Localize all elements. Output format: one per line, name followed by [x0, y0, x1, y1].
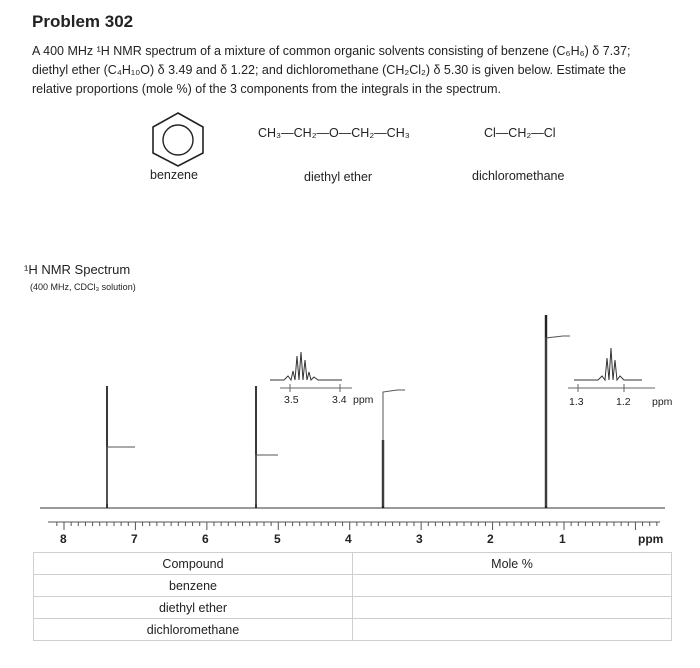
- ether-ch3-integral: [546, 336, 570, 506]
- description-line: diethyl ether (C₄H₁₀O) δ 3.49 and δ 1.22; and dichloromethane (CH₂Cl₂) δ 5.30 is given below. Estimate the: [32, 63, 626, 77]
- table-cell-mole-percent[interactable]: [353, 575, 672, 597]
- diethyl-ether-label: diethyl ether: [304, 170, 373, 184]
- x-tick-label: 2: [487, 532, 494, 546]
- dichloromethane-formula: Cl—CH₂—Cl: [484, 126, 556, 140]
- x-tick-label: 1: [559, 532, 566, 546]
- inset-triplet-multiplet: [568, 348, 655, 392]
- table-row: [34, 575, 672, 597]
- table-header-row: [34, 553, 672, 575]
- table-cell-compound: benzene: [34, 575, 353, 597]
- x-tick-label: 3: [416, 532, 423, 546]
- inset-left-tick-label: 3.5: [284, 394, 299, 406]
- inset-right-tick-label: 1.2: [616, 396, 631, 408]
- inset-left-unit: ppm: [353, 394, 374, 406]
- x-tick-label: 6: [202, 532, 209, 546]
- description-line: A 400 MHz ¹H NMR spectrum of a mixture of common organic solvents consisting of benzene (C₆H₆) δ 7.37;: [32, 44, 631, 58]
- benzene-integral: [107, 447, 135, 504]
- benzene-label: benzene: [150, 168, 198, 182]
- problem-title: Problem 302: [32, 12, 134, 31]
- ether-ch2-integral: [383, 390, 405, 506]
- table-cell-mole-percent[interactable]: [353, 597, 672, 619]
- inset-left-tick-label: 3.4: [332, 394, 347, 406]
- table-row: [34, 619, 672, 641]
- inset-right-unit: ppm: [652, 396, 673, 408]
- table-cell-compound: diethyl ether: [34, 597, 353, 619]
- x-tick-label: 5: [274, 532, 281, 546]
- table-cell-mole-percent[interactable]: [353, 619, 672, 641]
- table-cell-compound: dichloromethane: [34, 619, 353, 641]
- spectrum-title: ¹H NMR Spectrum: [24, 262, 131, 277]
- x-tick-label: 8: [60, 532, 67, 546]
- x-axis-minor-ticks: [57, 522, 657, 530]
- spectrum-subtitle: (400 MHz, CDCl₃ solution): [30, 282, 136, 292]
- x-axis-unit: ppm: [638, 532, 664, 546]
- x-tick-label: 4: [345, 532, 352, 546]
- answer-table: [33, 552, 672, 641]
- dichloromethane-label: dichloromethane: [472, 169, 565, 183]
- diethyl-ether-formula: CH₃—CH₂—O—CH₂—CH₃: [258, 126, 410, 140]
- table-row: [34, 597, 672, 619]
- description-line: relative proportions (mole %) of the 3 components from the integrals in the spectrum.: [32, 82, 501, 96]
- inset-quartet-multiplet: [270, 352, 352, 392]
- dichloromethane-integral: [256, 455, 278, 504]
- x-tick-label: 7: [131, 532, 138, 546]
- inset-right-tick-label: 1.3: [569, 396, 584, 408]
- table-header-compound: Compound: [34, 553, 353, 575]
- table-header-mole-percent: Mole %: [353, 553, 672, 575]
